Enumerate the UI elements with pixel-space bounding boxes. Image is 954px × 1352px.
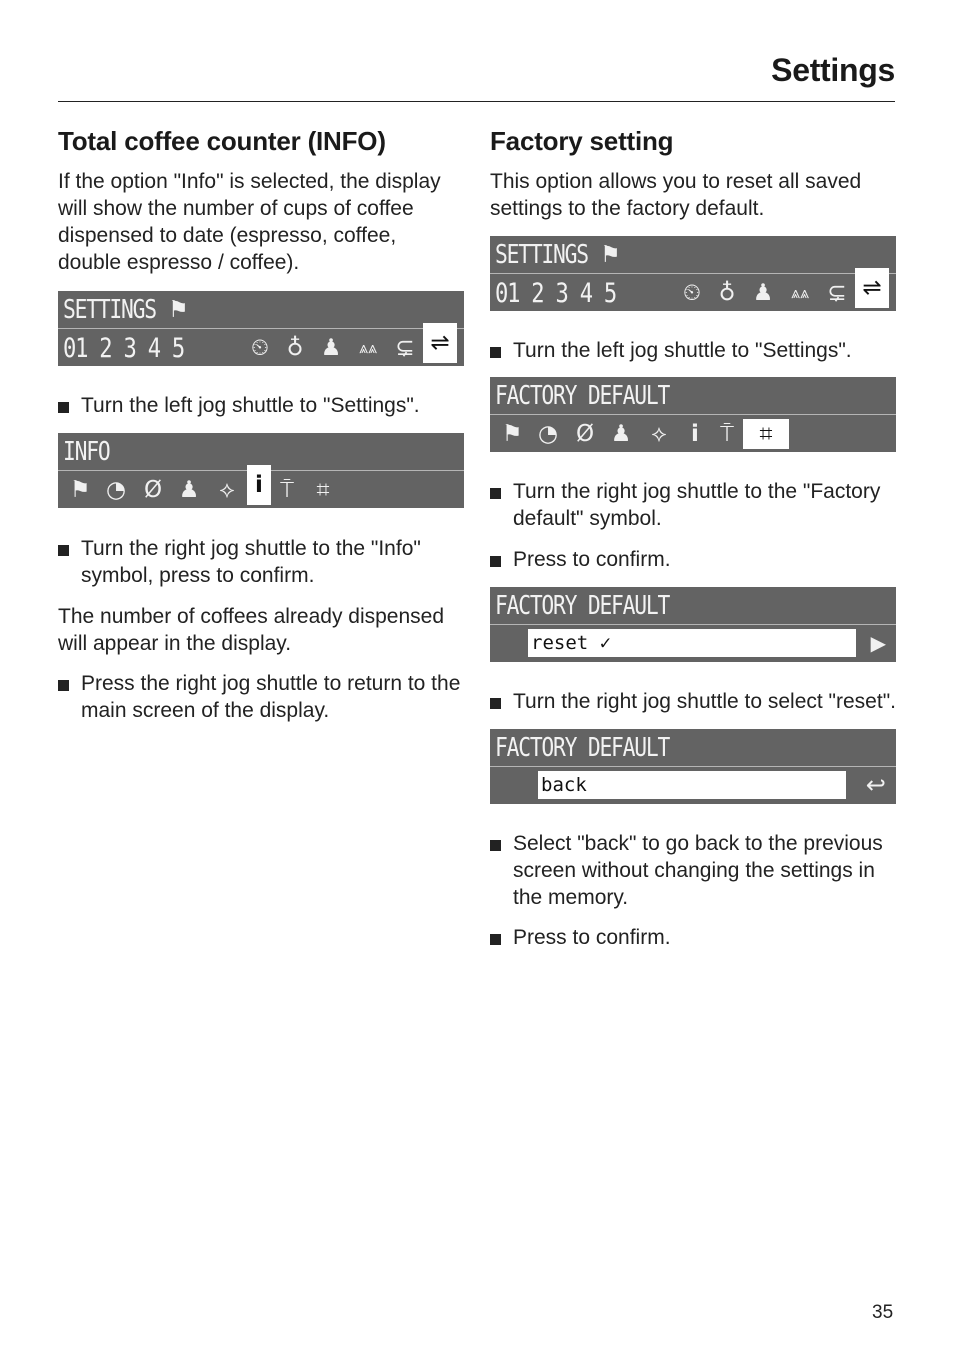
flag-icon: ⚑ bbox=[501, 421, 523, 447]
info-icon: i bbox=[691, 421, 699, 447]
play-arrow-icon: ▶ bbox=[870, 633, 886, 655]
timer-icon: ⏲ bbox=[251, 335, 269, 361]
step-bullet: Turn the right jog shuttle to the "Factory default" symbol. bbox=[490, 478, 896, 532]
bean-icon: Ø bbox=[575, 421, 595, 447]
display-title: INFO bbox=[63, 437, 110, 467]
factory-icon: ⌗ bbox=[743, 419, 789, 449]
bean-icon: Ø bbox=[143, 477, 163, 503]
flag-icon: ⚑ bbox=[600, 242, 621, 268]
page-header bbox=[58, 48, 895, 102]
page-number: 35 bbox=[872, 1302, 894, 1323]
return-arrow-icon: ↩ bbox=[865, 772, 886, 799]
tool-icon: ⍑ bbox=[720, 421, 734, 447]
tool-icon: ⍑ bbox=[280, 477, 294, 503]
back-option: back bbox=[538, 771, 846, 799]
reset-option: reset ✓ bbox=[528, 629, 856, 657]
diamond-arrow-icon: ⟡ bbox=[651, 421, 667, 447]
display-factory-reset bbox=[490, 587, 896, 662]
step-bullet: Turn the left jog shuttle to "Settings". bbox=[490, 337, 896, 364]
info-note: The number of coffees already dispensed will appear in the display. bbox=[58, 605, 445, 655]
display-title: FACTORY DEFAULT bbox=[495, 591, 670, 621]
clock-icon: ◔ bbox=[105, 477, 127, 503]
factory-intro: This option allows you to reset all saved settings to the factory default. bbox=[490, 170, 862, 220]
step-bullet: Press to confirm. bbox=[490, 924, 896, 951]
section-heading-factory: Factory setting bbox=[490, 126, 674, 156]
flag-icon: ⚑ bbox=[168, 297, 189, 323]
display-factory-menu bbox=[490, 377, 896, 452]
display-title: FACTORY DEFAULT bbox=[495, 733, 670, 763]
cup-icon: ♁ bbox=[286, 335, 304, 361]
step-bullet: Turn the right jog shuttle to the "Info" symbol, press to confirm. bbox=[58, 535, 464, 589]
step-bullet: Press the right jog shuttle to return to the main screen of the display. bbox=[58, 670, 464, 724]
left-column bbox=[58, 124, 464, 724]
person-icon: ♟ bbox=[178, 477, 200, 503]
section-heading-info: Total coffee counter (INFO) bbox=[58, 126, 386, 156]
diamond-arrow-icon: ⟡ bbox=[219, 477, 235, 503]
rinse-icon: ⊊ bbox=[827, 280, 847, 306]
factory-icon: ⌗ bbox=[316, 477, 330, 503]
display-info bbox=[58, 433, 464, 508]
display-title: FACTORY DEFAULT bbox=[495, 381, 670, 411]
display-settings bbox=[58, 291, 464, 366]
cup-icon: ♁ bbox=[718, 280, 736, 306]
display-title: SETTINGS bbox=[63, 295, 156, 325]
clock-icon: ◔ bbox=[537, 421, 559, 447]
settings-sliders-icon: ⇌ bbox=[423, 323, 457, 363]
person-icon: ♟ bbox=[610, 421, 632, 447]
display-settings bbox=[490, 236, 896, 311]
person-icon: ♟ bbox=[752, 280, 774, 306]
right-column bbox=[490, 124, 896, 951]
display-factory-back bbox=[490, 729, 896, 804]
display-title: SETTINGS bbox=[495, 240, 588, 270]
step-bullet: Turn the left jog shuttle to "Settings". bbox=[58, 392, 464, 419]
rinse-icon: ⊊ bbox=[395, 335, 415, 361]
program-numbers: 01 2 3 4 5 bbox=[495, 278, 617, 309]
info-intro: If the option "Info" is selected, the display will show the number of cups of coffee dispensed to date (espresso, coffee, double espresso / coffee). bbox=[58, 170, 441, 274]
program-numbers: 01 2 3 4 5 bbox=[63, 333, 185, 364]
steam-icon: ⩓⩓ bbox=[790, 283, 810, 302]
step-bullet: Select "back" to go back to the previous screen without changing the settings in the memory. bbox=[490, 830, 896, 911]
step-bullet: Press to confirm. bbox=[490, 546, 896, 573]
steam-icon: ⩓⩓ bbox=[358, 338, 378, 357]
person-icon: ♟ bbox=[320, 335, 342, 361]
settings-sliders-icon: ⇌ bbox=[855, 268, 889, 308]
page-title: Settings bbox=[771, 52, 895, 88]
flag-icon: ⚑ bbox=[69, 477, 91, 503]
info-icon: i bbox=[247, 465, 271, 505]
step-bullet: Turn the right jog shuttle to select "reset". bbox=[490, 688, 896, 715]
timer-icon: ⏲ bbox=[683, 280, 701, 306]
